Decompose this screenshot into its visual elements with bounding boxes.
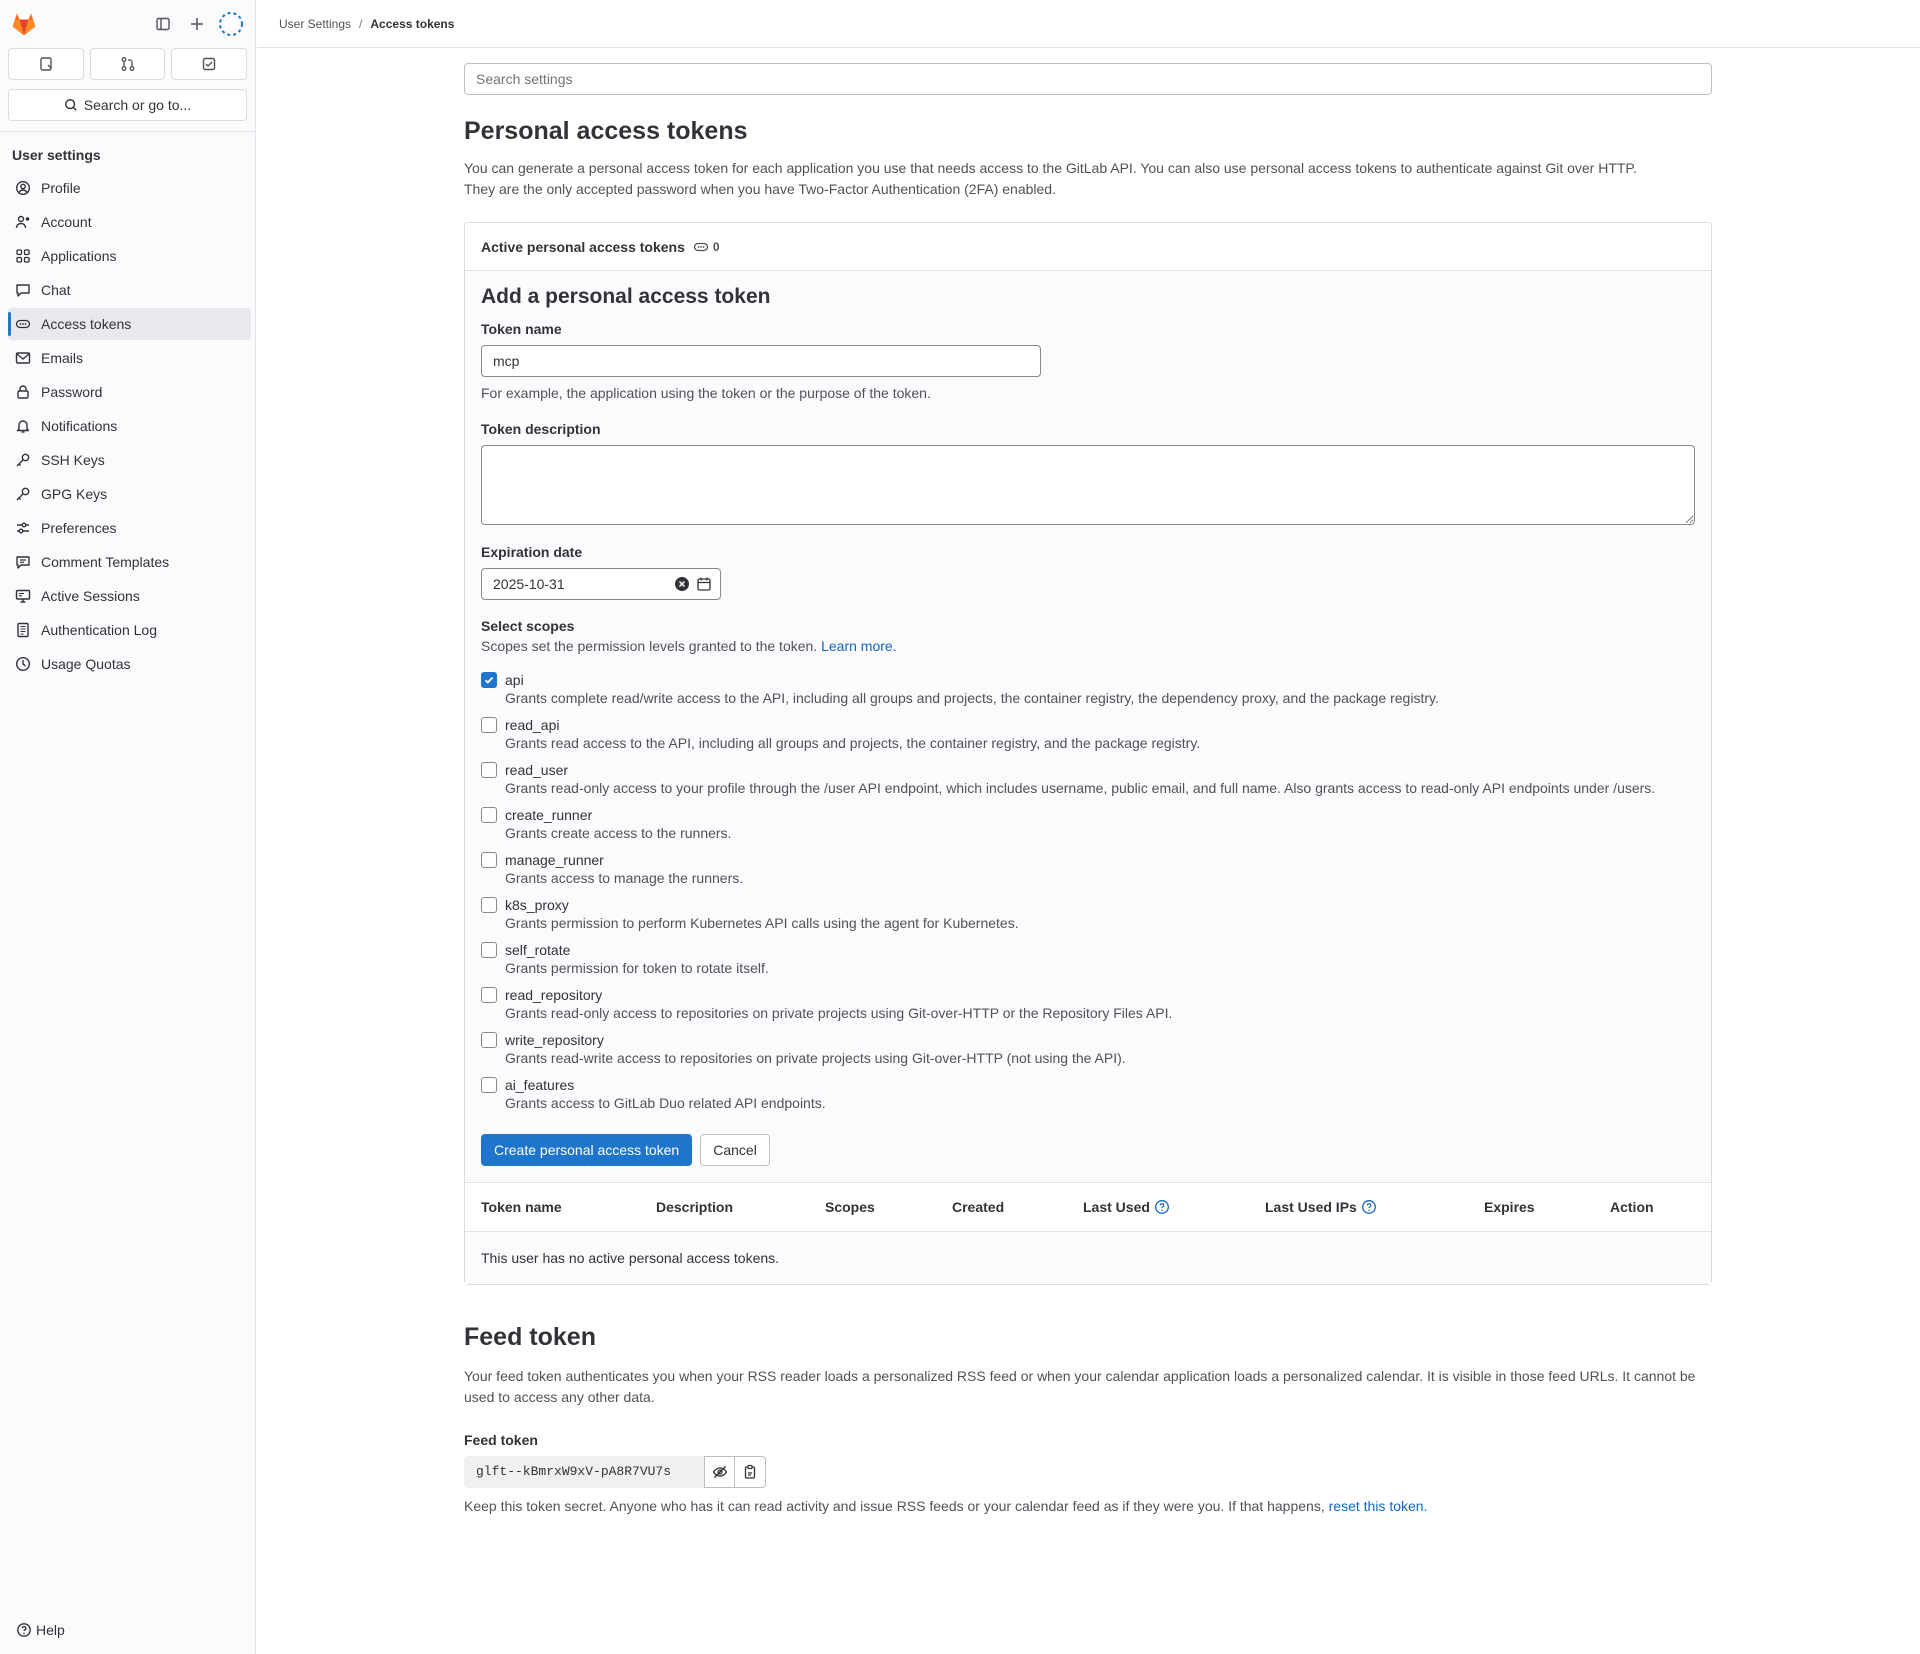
form-actions [481,1134,1695,1166]
feed-token-value: glft--kBmrxW9xV-pA8R7VU7s [464,1456,704,1488]
scope-item [481,670,1695,707]
sidebar-item-label: GPG Keys [41,486,108,502]
tokens-table [465,1183,1711,1232]
sidebar-item-profile[interactable] [8,172,251,204]
scope-name: ai_features [505,1077,575,1093]
scope-description: Grants read access to the API, including all groups and projects, the container registry, and the package registry. [505,735,1201,751]
scope-name: create_runner [505,807,593,823]
scope-checkbox-k8s_proxy[interactable] [481,897,497,913]
chat-icon [15,282,31,298]
scope-description: Grants access to GitLab Duo related API endpoints. [505,1095,826,1111]
applications-icon [15,248,31,264]
sidebar-item-label: Access tokens [41,316,132,332]
issues-icon [38,56,54,72]
pat-description-line2: They are the only accepted password when you have Two-Factor Authentication (2FA) enabled. [464,181,1056,197]
page-title: Personal access tokens [464,117,748,145]
scope-description: Grants permission to perform Kubernetes API calls using the agent for Kubernetes. [505,915,1019,931]
eye-slash-icon [712,1464,728,1480]
feed-token-field [464,1456,1712,1488]
scope-item [481,985,1695,1022]
user-avatar[interactable] [217,10,245,38]
token-count-badge [693,239,720,255]
help-label: Help [36,1622,65,1638]
feed-token-note [464,1498,1712,1514]
sidebar-item-preferences[interactable] [8,512,251,544]
help-button[interactable] [16,1622,65,1638]
comment-icon [15,554,31,570]
scope-description: Grants read-only access to repositories on private projects using Git-over-HTTP or the Repository Files API. [505,1005,1173,1021]
column-header: Action [1594,1183,1711,1231]
scope-name: k8s_proxy [505,897,569,913]
sidebar-item-label: Chat [41,282,71,298]
sidebar-item-access-tokens[interactable] [8,308,251,340]
plus-icon[interactable] [183,10,211,38]
breadcrumb-parent[interactable]: User Settings [279,16,352,31]
reset-token-link[interactable]: reset this token. [1328,1497,1428,1514]
sidebar [0,0,256,1654]
token-count: 0 [712,239,720,254]
scope-name: manage_runner [505,852,604,868]
sidebar-item-applications[interactable] [8,240,251,272]
sidebar-item-usage-quotas[interactable] [8,648,251,680]
scope-item [481,715,1695,752]
scopes-help-text: Scopes set the permission levels granted to the token. [481,638,818,654]
select-scopes-label: Select scopes [481,618,575,634]
scope-checkbox-write_repository[interactable] [481,1032,497,1048]
scope-checkbox-self_rotate[interactable] [481,942,497,958]
todos-button[interactable] [171,48,247,80]
scope-description: Grants access to manage the runners. [505,870,744,886]
sidebar-item-chat[interactable] [8,274,251,306]
sidebar-nav [0,172,255,680]
sidebar-item-notifications[interactable] [8,410,251,442]
scope-item [481,805,1695,842]
scope-name: api [505,672,524,688]
column-header: Token name [465,1183,640,1231]
key-icon [15,452,31,468]
scope-item [481,940,1695,977]
column-header: Expires [1468,1183,1594,1231]
scope-description: Grants complete read/write access to the API, including all groups and projects, the container registry, the dependency proxy, and the package registry. [505,690,1439,706]
scope-checkbox-manage_runner[interactable] [481,852,497,868]
profile-icon [15,180,31,196]
token-name-help: For example, the application using the token or the purpose of the token. [481,385,931,401]
merge-requests-button[interactable] [90,48,166,80]
gitlab-logo-icon[interactable] [10,10,38,38]
main-content [464,63,1712,1514]
learn-more-link[interactable]: Learn more. [821,638,897,654]
scope-description: Grants create access to the runners. [505,825,732,841]
preferences-icon [15,520,31,536]
scope-name: read_api [505,717,560,733]
key-icon [15,486,31,502]
copy-icon [742,1464,758,1480]
scope-checkbox-read_repository[interactable] [481,987,497,1003]
sidebar-item-emails[interactable] [8,342,251,374]
scope-checkbox-ai_features[interactable] [481,1077,497,1093]
help-icon[interactable] [1361,1199,1377,1215]
sidebar-item-label: Profile [41,180,81,196]
help-icon[interactable] [1154,1199,1170,1215]
todo-icon [201,56,217,72]
help-icon [16,1622,32,1638]
feed-token-description: Your feed token authenticates you when your RSS reader loads a personalized RSS feed or when your calendar application loads a personalized calendar. It is visible in those feed URLs. It cannot be used to access any other data. [464,1367,1696,1405]
scope-name: read_repository [505,987,603,1003]
sidebar-item-gpg-keys[interactable] [8,478,251,510]
sidebar-item-password[interactable] [8,376,251,408]
toggle-visibility-button[interactable] [704,1456,735,1488]
column-header: Scopes [809,1183,936,1231]
scope-item [481,1075,1695,1112]
sidebar-item-label: Password [41,384,103,400]
token-name-input[interactable] [481,345,1041,377]
toggle-sidebar-icon[interactable] [149,10,177,38]
feed-token-label: Feed token [464,1431,538,1448]
search-go-label: Search or go to... [83,97,192,113]
token-icon [693,239,709,255]
bell-icon [15,418,31,434]
scope-description: Grants read-only access to your profile through the /user API endpoint, which includes username, public email, and full name. Also grants access to read-only API endpoints under /users. [505,780,1656,796]
account-icon [15,214,31,230]
pat-description-line1: You can generate a personal access token for each application you use that needs access to the GitLab API. You can also use personal access tokens to authenticate against Git over HTTP. [464,160,1637,176]
scopes-list [481,670,1695,1112]
sidebar-heading: User settings [12,147,101,163]
clear-icon[interactable] [674,576,690,592]
expiration-date-value: 2025-10-31 [493,576,565,592]
column-header: Last Used IPs [1249,1183,1468,1231]
cancel-button[interactable]: Cancel [700,1134,770,1166]
breadcrumb-current[interactable]: Access tokens [370,16,455,31]
monitor-icon [15,588,31,604]
scope-checkbox-read_user[interactable] [481,762,497,778]
sidebar-item-comment-templates[interactable] [8,546,251,578]
scope-checkbox-create_runner[interactable] [481,807,497,823]
breadcrumb-separator: / [359,16,363,31]
scope-description: Grants read-write access to repositories on private projects using Git-over-HTTP (not using the API). [505,1050,1126,1066]
add-token-title: Add a personal access token [481,285,771,308]
token-name-label: Token name [481,321,562,337]
quota-icon [15,656,31,672]
sidebar-item-label: Notifications [41,418,118,434]
issues-button[interactable] [8,48,84,80]
scope-checkbox-api[interactable] [481,672,497,688]
active-tokens-title: Active personal access tokens [481,238,685,255]
create-token-button[interactable]: Create personal access token [481,1134,692,1166]
pat-description [464,158,1712,200]
scope-name: read_user [505,762,569,778]
sidebar-item-label: Comment Templates [41,554,170,570]
tokens-card [464,222,1712,1285]
sidebar-item-account[interactable] [8,206,251,238]
sidebar-item-label: SSH Keys [41,452,105,468]
merge-request-icon [120,56,136,72]
scope-item [481,760,1695,797]
token-description-textarea[interactable] [481,445,1695,525]
sidebar-item-label: Account [41,214,92,230]
expiration-date-label: Expiration date [481,544,583,560]
scope-item [481,1030,1695,1067]
sidebar-top [0,0,255,48]
search-icon [64,98,78,112]
token-icon [15,316,31,332]
sidebar-item-label: Authentication Log [41,622,157,638]
scope-item [481,850,1695,887]
column-header: Description [640,1183,809,1231]
scope-name: write_repository [505,1032,604,1048]
column-header: Last Used [1067,1183,1249,1231]
log-icon [15,622,31,638]
sidebar-item-label: Applications [41,248,117,264]
sidebar-item-label: Usage Quotas [41,656,131,672]
lock-icon [15,384,31,400]
expiration-date-input[interactable] [481,568,721,600]
feed-token-note-text: Keep this token secret. Anyone who has it can read activity and issue RSS feeds or your calendar feed as if they were you. If that happens, [464,1497,1325,1514]
sidebar-item-authentication-log[interactable] [8,614,251,646]
scope-name: self_rotate [505,942,571,958]
sidebar-item-label: Active Sessions [41,588,140,604]
token-description-label: Token description [481,421,601,437]
sidebar-item-label: Preferences [41,520,117,536]
search-settings-input[interactable] [464,63,1712,95]
scope-item [481,895,1695,932]
mail-icon [15,350,31,366]
breadcrumb [257,0,1920,48]
sidebar-item-ssh-keys[interactable] [8,444,251,476]
add-token-form [465,271,1711,1183]
copy-button[interactable] [735,1456,766,1488]
sidebar-item-label: Emails [41,350,84,366]
feed-token-title: Feed token [464,1322,596,1351]
scope-description: Grants permission for token to rotate itself. [505,960,769,976]
search-go-button[interactable] [8,89,247,121]
tokens-card-header [465,223,1711,271]
calendar-icon[interactable] [696,576,712,592]
empty-state: This user has no active personal access tokens. [465,1232,1711,1284]
column-header: Created [936,1183,1067,1231]
scope-checkbox-read_api[interactable] [481,717,497,733]
scopes-help [481,638,1695,654]
sidebar-item-active-sessions[interactable] [8,580,251,612]
